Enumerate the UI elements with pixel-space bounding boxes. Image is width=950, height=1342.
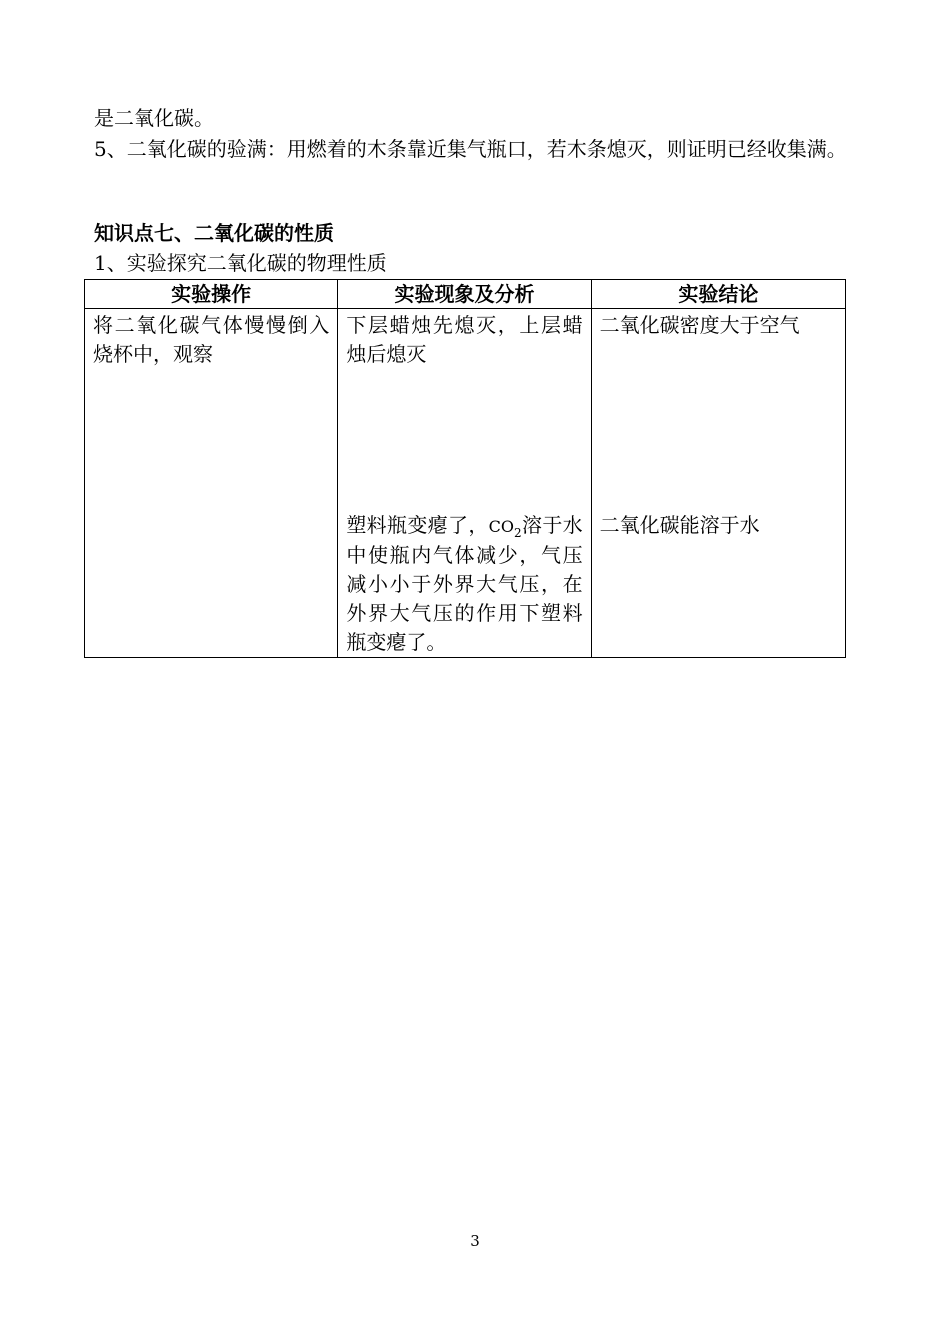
header-operation: 实验操作	[85, 280, 338, 309]
section-subheading: 1、实验探究二氧化碳的物理性质	[94, 251, 387, 275]
cell-operation	[85, 309, 338, 658]
phenomenon-bottle-text-a: 塑料瓶变瘪了，	[346, 513, 489, 537]
phenomenon-candles: 下层蜡烛先熄灭，上层蜡烛后熄灭	[346, 313, 583, 366]
co2-formula: CO	[488, 517, 515, 536]
section-heading: 知识点七、二氧化碳的性质	[94, 221, 334, 245]
paragraph-gas-full-check: 5、二氧化碳的验满：用燃着的木条靠近集气瓶口，若木条熄灭，则证明已经收集满。	[94, 137, 847, 161]
operation-text: 将二氧化碳气体慢慢倒入烧杯中，观察	[93, 313, 330, 366]
phenomenon-bottle-text-b: 溶于水中使瓶内气体减少，气压减小小于外界大气压，在外界大气压的作用下塑料瓶变瘪了。	[346, 513, 583, 654]
paragraph-continuation: 是二氧化碳。	[94, 106, 214, 130]
table-header-row	[85, 280, 846, 309]
conclusion-density: 二氧化碳密度大于空气	[599, 313, 800, 337]
table-row	[85, 309, 846, 658]
co2-subscript: 2	[514, 526, 522, 540]
experiment-table	[84, 279, 846, 658]
page-number: 3	[470, 1232, 480, 1250]
conclusion-solubility: 二氧化碳能溶于水	[599, 513, 760, 537]
phenomenon-bottle	[346, 511, 582, 657]
cell-conclusion	[591, 309, 845, 658]
header-phenomenon: 实验现象及分析	[338, 280, 591, 309]
header-conclusion: 实验结论	[591, 280, 845, 309]
cell-phenomenon	[338, 309, 591, 658]
